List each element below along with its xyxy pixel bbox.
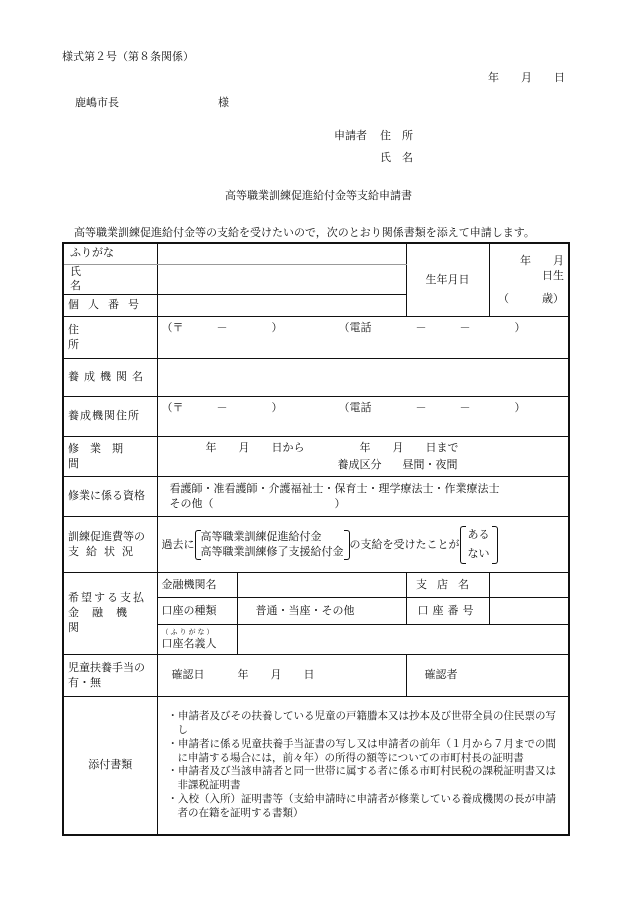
intro-text: 高等職業訓練促進給付金等の支給を受けたいので，次のとおり関係書類を添えて申請します。 (74, 226, 535, 239)
qualification-label: 修業に係る資格 (63, 477, 157, 517)
course-type-label: 養成区分 (337, 457, 382, 471)
confirmer[interactable]: 確認者 (406, 655, 569, 697)
school-address-input[interactable]: （〒 － ） （電話 － － ） (157, 397, 569, 437)
form-title: 高等職業訓練促進給付金等支給申請書 (225, 189, 412, 202)
address-row-label: 住所 (63, 317, 157, 359)
mynumber-label: 個人番号 (63, 295, 157, 317)
benefit-type-bracket: 高等職業訓練促進給付金 高等職業訓練修了支援給付金 (195, 530, 350, 560)
birth-input[interactable]: 年 月 日生 （ 歳） (489, 243, 569, 317)
name-label: 氏 名 (380, 151, 413, 164)
bank-label: 希望する支払 金融機関 (63, 573, 157, 655)
name-label-cell: 氏名 (63, 264, 157, 295)
benefit-status-label: 訓練促進費等の 支給状況 (63, 517, 157, 573)
received-bracket: ある ない (460, 526, 498, 564)
name-input[interactable] (157, 264, 406, 295)
application-form-table (62, 242, 586, 836)
branch-label: 支店名 (406, 573, 489, 598)
date-line: 年 月 日 (488, 71, 565, 84)
applicant-label: 申請者 (334, 129, 367, 142)
account-holder-input[interactable] (237, 625, 569, 655)
benefit-status-input[interactable]: 過去に 高等職業訓練促進給付金 高等職業訓練修了支援給付金 の支給を受けたことが ある ない (157, 517, 569, 573)
furigana-input[interactable] (157, 243, 406, 264)
addressee: 鹿嶋市長 様 (75, 96, 229, 109)
account-number-label: 口座番号 (406, 598, 489, 625)
furigana-label-cell: ふりがな (63, 243, 157, 264)
attachment-item: ・申請者及びその扶養している児童の戸籍謄本又は抄本及び世帯全員の住民票の写し (167, 710, 556, 736)
study-period-input[interactable]: 年 月 日から 年 月 日まで 養成区分 昼間・夜間 (157, 437, 569, 477)
bank-name-input[interactable] (237, 573, 406, 598)
account-holder-label: （ふりがな） 口座名義人 (157, 625, 237, 655)
birth-label: 生年月日 (406, 243, 489, 317)
course-type-value[interactable]: 昼間・夜間 (402, 457, 458, 471)
school-name-input[interactable] (157, 359, 569, 397)
attachment-item: ・申請者及び当該申請者と同一世帯に属する者に係る市町村民税の課税証明書又は非課税証明書 (167, 765, 556, 792)
study-period-label: 修業期間 (63, 437, 157, 477)
confirm-date[interactable]: 確認日 年 月 日 (157, 655, 406, 697)
child-allowance-label: 児童扶養手当の 有・無 (63, 655, 157, 697)
bank-name-label: 金融機関名 (157, 573, 237, 598)
mynumber-input[interactable] (157, 295, 406, 317)
address-label: 住 所 (380, 129, 413, 142)
qualification-input[interactable]: 看護師・准看護師・介護福祉士・保育士・理学療法士・作業療法士 その他（ ） (157, 477, 569, 517)
school-name-label: 養成機関名 (63, 359, 157, 397)
account-type-label: 口座の種類 (157, 598, 237, 625)
attachment-item: ・申請者に係る児童扶養手当証書の写し又は申請者の前年（１月から７月までの間に申請する場合には，前々年）の所得の額等についての市町村長の証明書 (167, 737, 556, 764)
address-input[interactable]: （〒 － ） （電話 － － ） (157, 317, 569, 359)
school-address-label: 養成機関住所 (63, 397, 157, 437)
account-type-input[interactable]: 普通・当座・その他 (237, 598, 406, 625)
account-number-input[interactable] (489, 598, 569, 625)
attachments-list (157, 697, 569, 835)
attachments-label: 添付書類 (63, 697, 157, 835)
branch-input[interactable] (489, 573, 569, 598)
form-number: 様式第２号（第８条関係） (62, 50, 194, 63)
attachment-item: ・入校（入所）証明書等（支給申請時に申請者が修業している養成機関の長が申請者の在籍を証明する書類） (167, 793, 556, 820)
